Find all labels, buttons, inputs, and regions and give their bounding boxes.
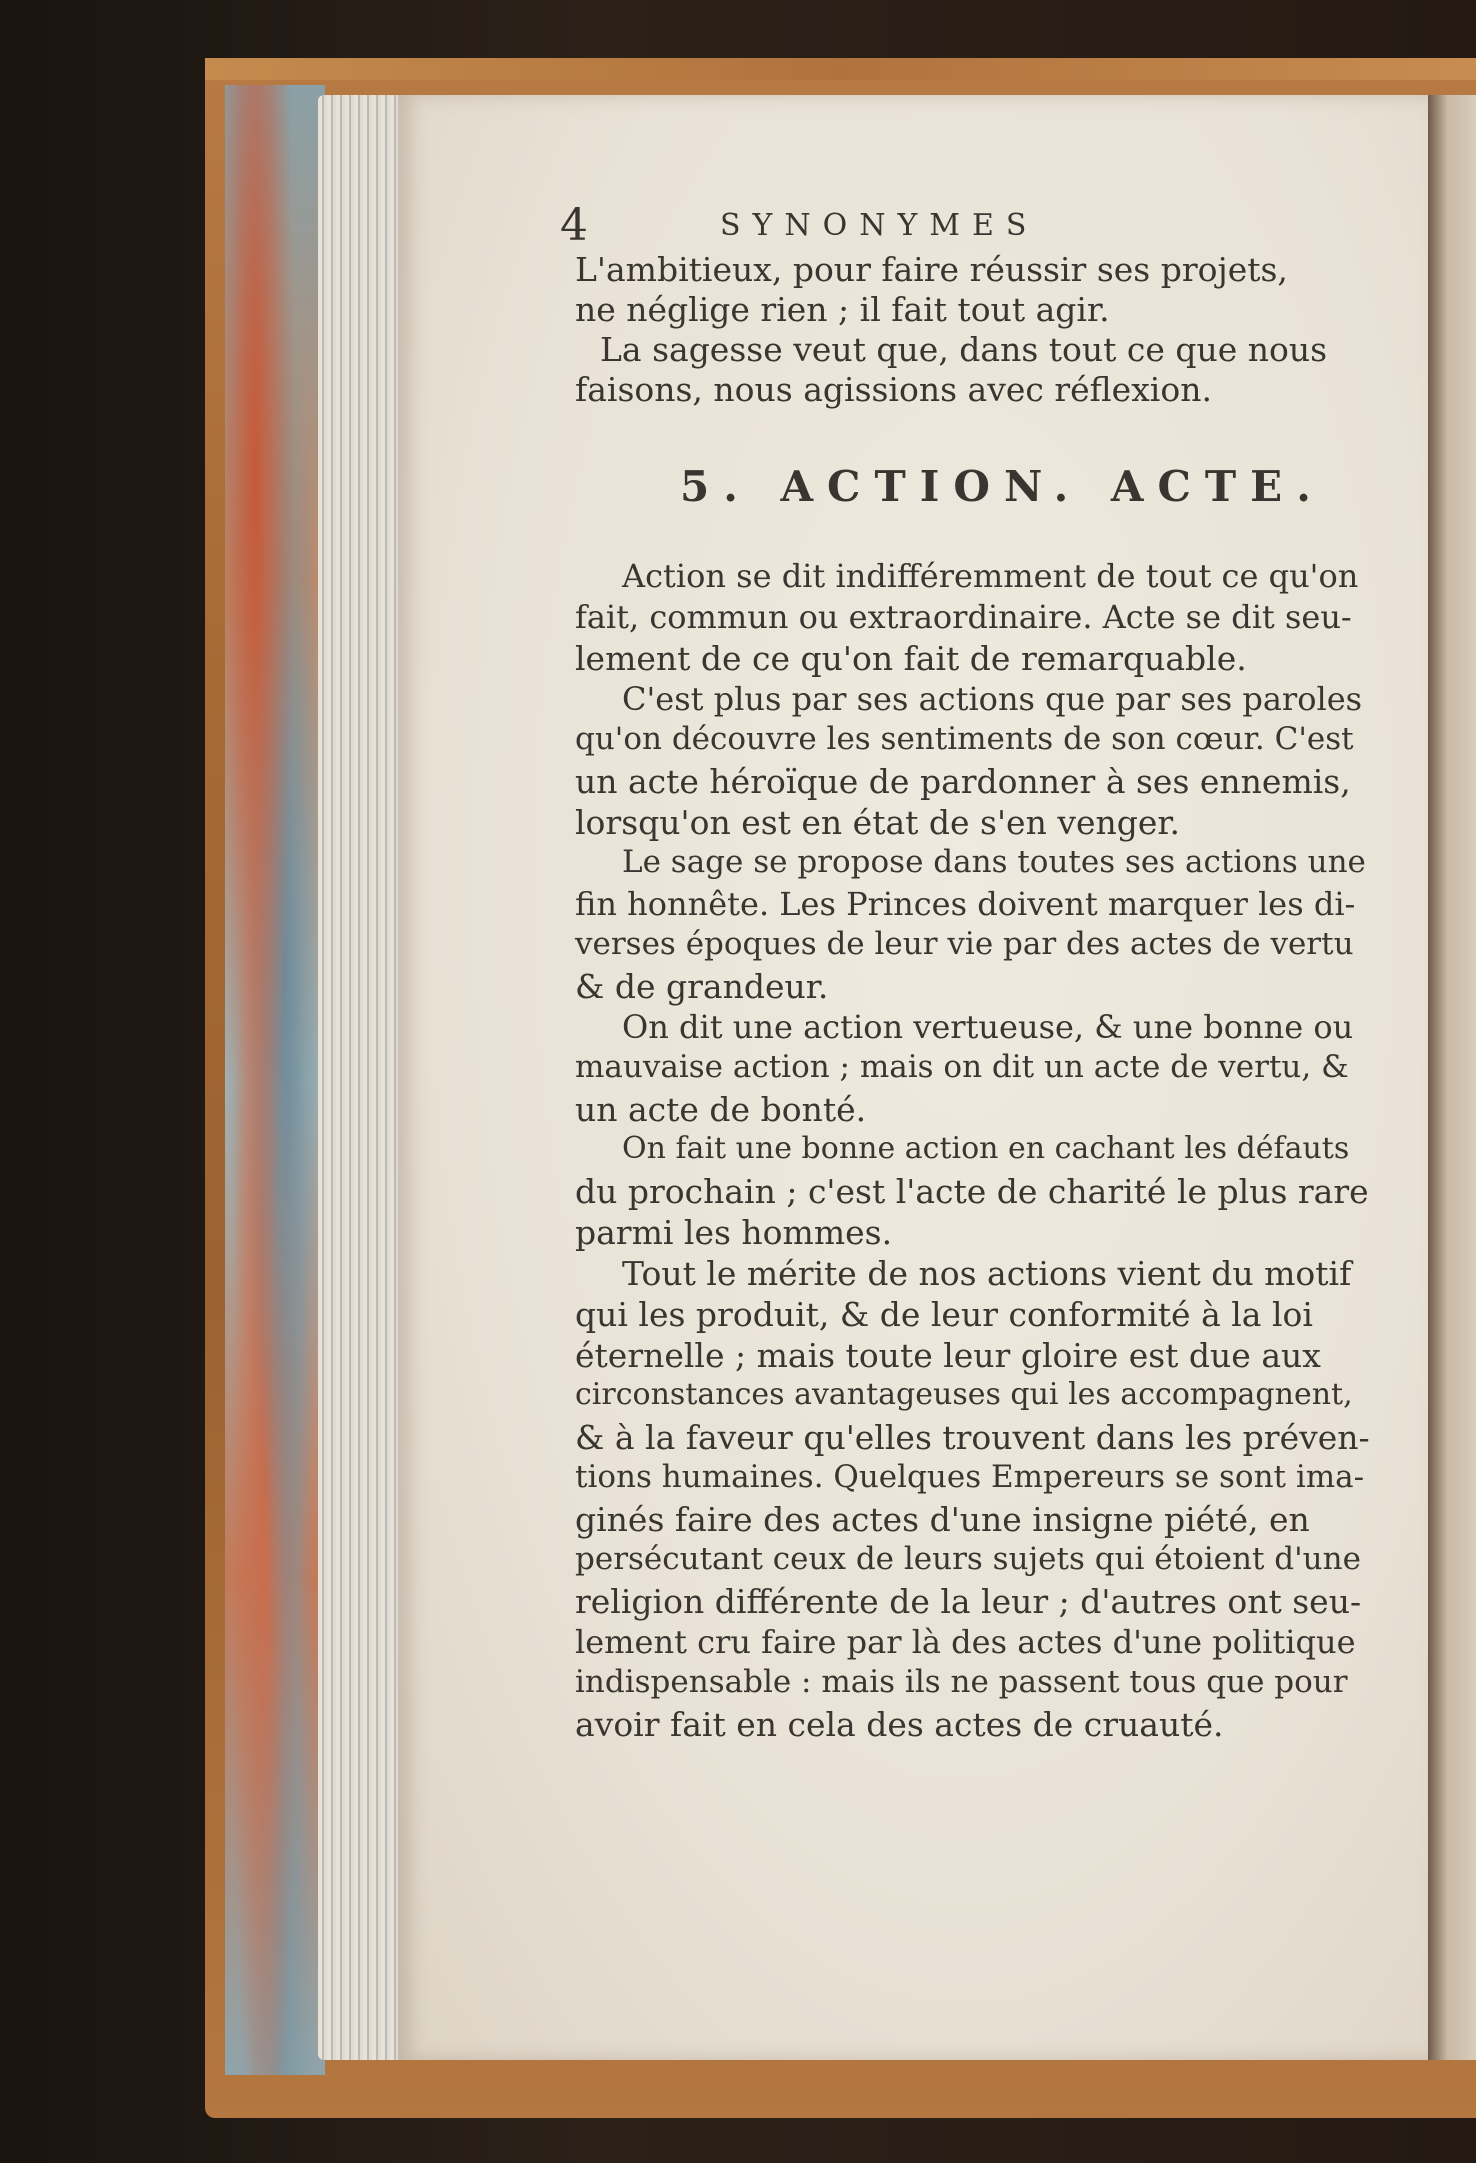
body-line: Le sage se propose dans toutes ses actions une bbox=[622, 844, 1366, 880]
body-line: persécutant ceux de leurs sujets qui étoient d'une bbox=[575, 1541, 1361, 1577]
binding-top-edge bbox=[205, 58, 1476, 80]
body-line: & de grandeur. bbox=[575, 967, 829, 1006]
body-line: lement cru faire par là des actes d'une politique bbox=[575, 1623, 1356, 1661]
facing-page-edge bbox=[1428, 95, 1476, 2060]
page-header bbox=[560, 200, 1380, 250]
intro-line: ne néglige rien ; il fait tout agir. bbox=[575, 290, 1110, 329]
intro-line: L'ambitieux, pour faire réussir ses projets, bbox=[575, 250, 1288, 289]
body-line: verses époques de leur vie par des actes de vertu bbox=[575, 926, 1354, 962]
body-line: éternelle ; mais toute leur gloire est due aux bbox=[575, 1336, 1321, 1375]
body-line: Action se dit indifféremment de tout ce qu'on bbox=[622, 557, 1359, 595]
intro-line: La sagesse veut que, dans tout ce que nous bbox=[600, 330, 1328, 369]
body-line: un acte de bonté. bbox=[575, 1090, 867, 1129]
body-line: qu'on découvre les sentiments de son cœur. C'est bbox=[575, 721, 1354, 757]
body-line: qui les produit, & de leur conformité à la loi bbox=[575, 1295, 1313, 1334]
body-line: & à la faveur qu'elles trouvent dans les préven- bbox=[575, 1418, 1370, 1457]
body-line: avoir fait en cela des actes de cruauté. bbox=[575, 1705, 1224, 1744]
body-line: mauvaise action ; mais on dit un acte de vertu, & bbox=[575, 1049, 1349, 1085]
body-line: tions humaines. Quelques Empereurs se sont ima- bbox=[575, 1459, 1365, 1495]
body-line: du prochain ; c'est l'acte de charité le plus rare bbox=[575, 1172, 1369, 1211]
intro-line: faisons, nous agissions avec réflexion. bbox=[575, 370, 1212, 409]
page-number: 4 bbox=[560, 200, 588, 251]
marbled-endpaper bbox=[225, 85, 325, 2075]
body-line: fait, commun ou extraordinaire. Acte se dit seu- bbox=[575, 598, 1352, 636]
body-line: lorsqu'on est en état de s'en venger. bbox=[575, 803, 1181, 842]
body-line: lement de ce qu'on fait de remarquable. bbox=[575, 639, 1247, 678]
body-line: C'est plus par ses actions que par ses paroles bbox=[622, 680, 1363, 718]
body-line: circonstances avantageuses qui les accompagnent, bbox=[575, 1377, 1353, 1412]
running-head: SYNONYMES bbox=[720, 208, 1039, 243]
body-line: un acte héroïque de pardonner à ses ennemis, bbox=[575, 762, 1351, 801]
section-heading: 5. ACTION. ACTE. bbox=[680, 462, 1325, 511]
body-line: fin honnête. Les Princes doivent marquer les di- bbox=[575, 885, 1356, 923]
body-line: On fait une bonne action en cachant les défauts bbox=[622, 1131, 1350, 1166]
body-line: ginés faire des actes d'une insigne piété, en bbox=[575, 1500, 1310, 1539]
body-line: religion différente de la leur ; d'autres ont seu- bbox=[575, 1582, 1362, 1621]
body-line: On dit une action vertueuse, & une bonne ou bbox=[622, 1008, 1354, 1046]
body-line: indispensable : mais ils ne passent tous que pour bbox=[575, 1664, 1348, 1700]
page-edges bbox=[318, 95, 398, 2060]
body-line: parmi les hommes. bbox=[575, 1213, 893, 1252]
body-line: Tout le mérite de nos actions vient du motif bbox=[622, 1254, 1352, 1293]
